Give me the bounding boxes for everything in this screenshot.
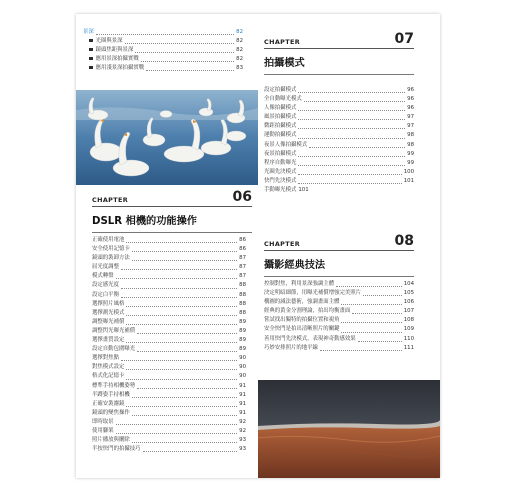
toc-entry — [92, 372, 246, 381]
toc-entry-page: 89 — [239, 346, 246, 353]
toc-entry — [92, 263, 246, 272]
toc-entry-page: 90 — [239, 373, 246, 380]
dot-leader — [137, 351, 237, 352]
toc-entry-page: 83 — [236, 65, 243, 72]
toc-entry-title: 格式化記憶卡 — [92, 373, 125, 380]
toc-entry-title: 夜景拍攝模式 — [264, 150, 297, 157]
toc-entry — [264, 131, 414, 140]
dot-leader — [143, 451, 238, 452]
toc-entry — [264, 280, 414, 289]
toc-entry-page: 100 — [403, 168, 414, 175]
toc-entry — [264, 335, 414, 344]
toc-entry-page: 97 — [407, 114, 414, 121]
toc-entry — [92, 318, 246, 327]
dot-leader — [132, 251, 237, 252]
toc-entry-page: 91 — [239, 409, 246, 416]
toc-entry-page: 89 — [239, 327, 246, 334]
dot-leader — [126, 306, 237, 307]
toc-entry-title: 半蹲姿手持相機 — [92, 391, 130, 398]
dot-leader — [141, 61, 234, 62]
dot-leader — [298, 110, 405, 111]
dot-leader — [121, 269, 237, 270]
toc-entry — [264, 95, 414, 104]
divider — [264, 48, 414, 49]
toc-entry-page: 82 — [236, 38, 243, 45]
left-column — [76, 14, 258, 478]
toc-entry — [83, 64, 243, 73]
toc-entry-title: 調整曝光補償 — [92, 318, 125, 325]
toc-entry-page: 96 — [407, 105, 414, 112]
toc-entry-title: 應用景深拍攝實戰 — [89, 55, 139, 64]
toc-entry-page: 82 — [236, 47, 243, 54]
dot-leader — [121, 297, 237, 298]
toc-entry-title: 運動拍攝模式 — [264, 132, 297, 139]
toc-entry-page: 99 — [407, 159, 414, 166]
toc-entry-title: 正確使用電池 — [92, 237, 125, 243]
toc-entry — [264, 159, 414, 168]
toc-entry-title: 選擇測光模式 — [92, 309, 125, 316]
toc-entry — [92, 400, 246, 409]
toc-entry — [83, 28, 243, 37]
toc-entry-page: 87 — [239, 255, 246, 262]
toc-entry — [92, 300, 246, 309]
toc-entry-title: 構圖的減法藝術，強調畫面主體 — [264, 299, 340, 306]
toc-entry-page: 111 — [403, 344, 414, 351]
toc-entry-page: 109 — [403, 326, 414, 333]
chapter-number: 08 — [394, 233, 414, 249]
dot-leader — [298, 174, 401, 175]
toc-entry-page: 91 — [239, 400, 246, 407]
toc-entry-title: 選擇照片風格 — [92, 300, 125, 307]
chapter-number: 07 — [394, 31, 414, 47]
toc-entry-page: 82 — [236, 56, 243, 63]
toc-entry-title: 全自動曝光模式 — [264, 96, 302, 103]
dot-leader — [341, 322, 401, 323]
toc-entry-title: 使用腳架 — [92, 427, 114, 434]
toc-entry — [92, 354, 246, 363]
dot-leader — [341, 332, 401, 333]
toc-entry-title: 設定感光度 — [92, 282, 119, 289]
toc-entry-title: 控制對焦，利用景深強調主體 — [264, 281, 335, 287]
toc-entry-page: 88 — [239, 309, 246, 316]
toc-entry-title: 即時取景 — [92, 418, 114, 425]
toc-entry — [92, 409, 246, 418]
toc-entry — [264, 141, 414, 150]
toc-entry-title: 安全快門是拍出清晰照片的關鍵 — [264, 326, 340, 333]
divider — [92, 232, 252, 233]
toc-entry — [264, 168, 414, 177]
toc-entry — [264, 122, 414, 131]
toc-entry-title: 標準手持相機姿勢 — [92, 382, 136, 389]
dot-leader — [132, 397, 237, 398]
dot-leader — [298, 92, 405, 93]
swans-photo — [76, 90, 258, 185]
toc-entry — [264, 177, 414, 186]
toc-entry — [92, 345, 246, 354]
toc-entry — [264, 86, 414, 95]
toc-entry-title: 屈光度調整 — [92, 264, 119, 271]
dot-leader — [132, 442, 237, 443]
toc-entry-title: 應用淺景深拍攝實戰 — [89, 64, 144, 73]
dot-leader — [352, 313, 401, 314]
chapter-label: CHAPTER — [264, 38, 301, 46]
toc-entry-title: 風景拍攝模式 — [264, 114, 297, 121]
dot-leader — [116, 433, 238, 434]
toc-entry-title: 選擇畫質設定 — [92, 337, 125, 344]
chapter-07-header — [264, 32, 414, 75]
toc-entry-page: 110 — [403, 335, 414, 342]
toc-entry-title: 鏡頭焦距與景深 — [89, 46, 133, 55]
toc-entry-page: 107 — [403, 308, 414, 315]
toc-entry-title: 景深 — [83, 29, 94, 35]
toc-entry-title: 正確安裝濾鏡 — [92, 400, 125, 407]
toc-entry — [92, 245, 246, 254]
toc-entry-page: 98 — [407, 141, 414, 148]
toc-entry-page: 91 — [239, 382, 246, 389]
toc-entry-page: 86 — [239, 246, 246, 253]
toc-entry-page: 97 — [407, 123, 414, 130]
toc-entry-page: 86 — [239, 237, 246, 243]
toc-entry-page: 91 — [239, 391, 246, 398]
toc-entry-title: 善用快門先決模式，表現神奇動感效果 — [264, 335, 356, 342]
toc-entry-page: 106 — [403, 299, 414, 306]
dot-leader — [126, 324, 237, 325]
toc-entry — [92, 363, 246, 372]
divider — [92, 206, 252, 207]
toc-entry — [264, 113, 414, 122]
toc-entry-page: 88 — [239, 282, 246, 289]
sunset-landscape-photo — [258, 380, 440, 478]
toc-entry-page: 92 — [239, 427, 246, 434]
chapter-label: CHAPTER — [92, 196, 129, 204]
toc-entry-title: 夜景人像拍攝模式 — [264, 141, 308, 148]
toc-entry — [92, 291, 246, 300]
toc-entry-title: 對焦模式設定 — [92, 364, 125, 371]
right-column — [258, 14, 440, 478]
toc-entry-title: 鏡頭的變焦操作 — [92, 409, 130, 416]
toc-entry — [264, 344, 414, 353]
toc-entry — [264, 307, 414, 316]
toc-entry — [83, 46, 243, 55]
book-page — [76, 14, 440, 478]
dot-leader — [125, 43, 235, 44]
dot-leader — [304, 101, 405, 102]
toc-entry-title: 選擇對焦點 — [92, 355, 119, 362]
dot-leader — [298, 156, 405, 157]
toc-entry-title: 巧妙安排照片的地平線 — [264, 344, 318, 351]
chapter-title: DSLR 相機的功能操作 — [92, 216, 197, 227]
toc-entry-title: 設定白平衡 — [92, 291, 119, 298]
toc-entry-page: 101 — [403, 177, 414, 184]
toc-entry — [264, 150, 414, 159]
dot-leader — [298, 183, 401, 184]
dot-leader — [96, 34, 234, 35]
dot-leader — [116, 278, 238, 279]
divider — [264, 74, 414, 75]
dot-leader — [298, 128, 405, 129]
toc-entry — [92, 236, 246, 245]
toc-entry-page: 88 — [239, 300, 246, 307]
dot-leader — [298, 165, 405, 166]
toc-entry — [264, 289, 414, 298]
toc-entry-title: 決定明暗細節，用曝光補償增強完美照片 — [264, 290, 362, 297]
toc-entry-page: 98 — [407, 132, 414, 139]
toc-entry-title: 程序自動曝光 — [264, 159, 297, 166]
toc-entry-title: 微距拍攝模式 — [264, 123, 297, 130]
toc-entry-title: 光圈先決模式 — [264, 168, 297, 175]
toc-entry-title: 鏡頭的裝卸方法 — [92, 255, 130, 262]
toc-entry-page: 92 — [239, 418, 246, 425]
dot-leader — [336, 286, 402, 287]
dot-leader — [126, 342, 237, 343]
toc-entry-page: 93 — [239, 437, 246, 444]
toc-entry — [83, 55, 243, 64]
toc-entry-page: 108 — [403, 317, 414, 324]
dot-leader — [126, 379, 237, 380]
dot-leader — [137, 388, 237, 389]
chapter-06-header — [92, 190, 252, 233]
divider — [264, 250, 414, 251]
toc-entry-title: 經典的黃金分割理論，拍出均衡畫面 — [264, 308, 351, 315]
toc-entry-title: 嘗試找出獨特的拍攝位置和視角 — [264, 317, 340, 324]
toc-entry — [92, 382, 246, 391]
dot-leader — [363, 295, 402, 296]
toc-entry-page: 89 — [239, 318, 246, 325]
toc-entry — [264, 325, 414, 334]
dot-leader — [126, 369, 237, 370]
dot-leader — [309, 147, 405, 148]
toc-entry-title: 安全使用記憶卡 — [92, 246, 130, 253]
chapter-08-toc — [264, 280, 414, 353]
dot-leader — [341, 304, 401, 305]
toc-entry-title: 快門先決模式 — [264, 177, 297, 184]
toc-entry-title: 手動曝光模式 — [264, 187, 297, 194]
toc-entry-page: 99 — [407, 150, 414, 157]
dot-leader — [132, 260, 237, 261]
dot-leader — [358, 341, 402, 342]
toc-entry — [83, 37, 243, 46]
toc-entry — [92, 327, 246, 336]
toc-entry-page: 87 — [239, 264, 246, 271]
toc-entry — [92, 309, 246, 318]
dot-leader — [116, 424, 238, 425]
toc-entry — [92, 418, 246, 427]
toc-entry-page: 101 — [298, 187, 309, 194]
chapter-07-toc — [264, 86, 414, 195]
dot-leader — [126, 406, 237, 407]
chapter-title: 攝影經典技法 — [264, 260, 326, 271]
divider — [264, 276, 414, 277]
dot-leader — [126, 242, 237, 243]
dot-leader — [121, 288, 237, 289]
toc-entry-title: 半按快門的拍攝技巧 — [92, 446, 141, 453]
toc-entry — [92, 436, 246, 445]
chapter-label: CHAPTER — [264, 240, 301, 248]
dot-leader — [132, 415, 237, 416]
toc-entry-page: 89 — [239, 337, 246, 344]
toc-entry-page: 87 — [239, 273, 246, 280]
chapter-title: 拍攝模式 — [264, 58, 305, 69]
toc-entry-page: 104 — [403, 281, 414, 287]
toc-entry — [264, 104, 414, 113]
toc-entry-page: 96 — [407, 87, 414, 93]
toc-entry — [264, 298, 414, 307]
toc-entry-title: 模式轉盤 — [92, 273, 114, 280]
dot-leader — [146, 70, 234, 71]
dot-leader — [298, 119, 405, 120]
chapter-06-toc — [92, 236, 246, 454]
toc-entry-page: 90 — [239, 355, 246, 362]
toc-entry — [92, 391, 246, 400]
toc-entry-title: 設定自動包圍曝光 — [92, 346, 136, 353]
dot-leader — [298, 138, 405, 139]
dot-leader — [126, 315, 237, 316]
toc-entry-page: 90 — [239, 364, 246, 371]
toc-entry — [92, 272, 246, 281]
toc-entry — [92, 336, 246, 345]
toc-entry-page: 88 — [239, 291, 246, 298]
dot-leader — [121, 360, 237, 361]
toc-entry — [264, 186, 414, 195]
toc-entry-title: 人像拍攝模式 — [264, 105, 297, 112]
toc-entry-title: 調整閃光曝光補償 — [92, 327, 136, 334]
toc-entry — [92, 254, 246, 263]
dot-leader — [320, 350, 402, 351]
chapter-08-header — [264, 234, 414, 277]
dot-leader — [135, 52, 234, 53]
toc-top-section — [83, 28, 243, 73]
toc-entry — [92, 427, 246, 436]
dot-leader — [137, 333, 237, 334]
toc-entry-page: 93 — [239, 446, 246, 453]
toc-entry — [264, 316, 414, 325]
toc-entry — [92, 281, 246, 290]
toc-entry-page: 105 — [403, 290, 414, 297]
chapter-number: 06 — [232, 189, 252, 205]
toc-entry-title: 設定拍攝模式 — [264, 87, 297, 93]
toc-entry-title: 光圈與景深 — [89, 37, 123, 46]
toc-entry-title: 照片播放與刪除 — [92, 437, 130, 444]
toc-entry-page: 96 — [407, 96, 414, 103]
toc-entry — [92, 445, 246, 454]
toc-entry-page: 82 — [236, 29, 243, 35]
